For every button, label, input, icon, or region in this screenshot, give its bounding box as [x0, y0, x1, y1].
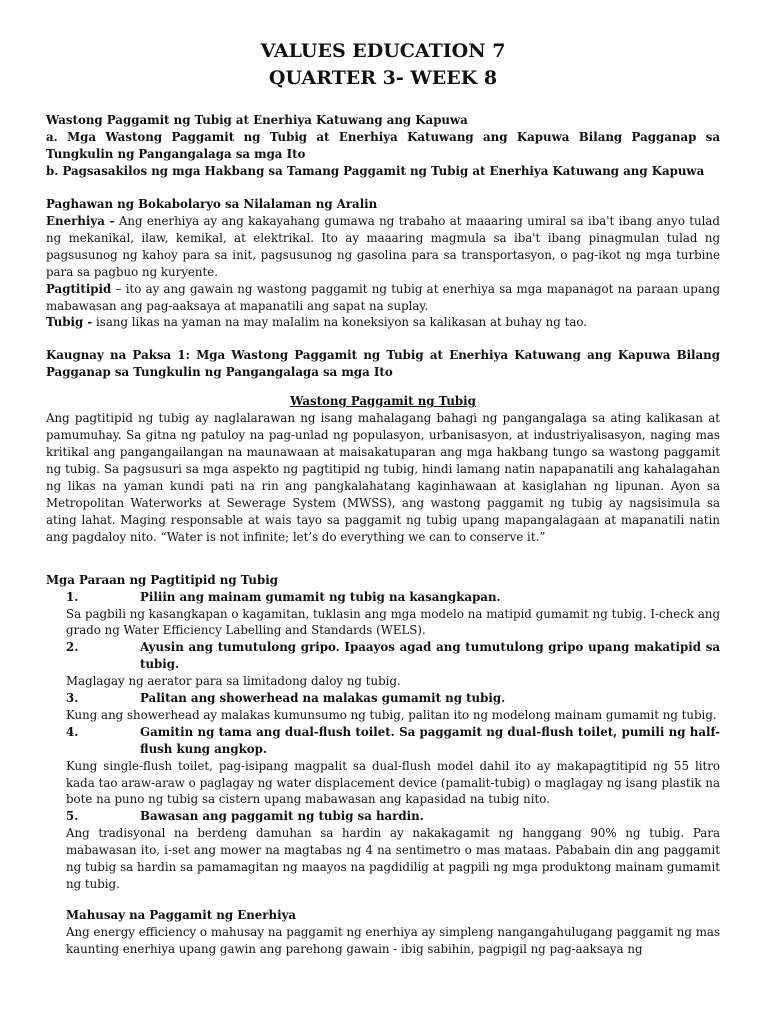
- topic-a: a. Mga Wastong Paggamit ng Tubig at Enerhiya Katuwang ang Kapuwa Bilang Pagganap sa Tungkulin ng Pangangalaga sa mga Ito: [46, 130, 720, 161]
- kaugnay-heading: Kaugnay na Paksa 1: Mga Wastong Paggamit ng Tubig at Enerhiya Katuwang ang Kapuwa Bilang Pagganap sa Tungkulin ng Pangangalaga sa mga Ito: [46, 348, 720, 380]
- kaugnay-paragraph: Ang pagtitipid ng tubig ay naglalarawan ng isang mahalagang bahagi ng pangangalaga sa ating kalikasan at pamumuhay. Sa gitna ng patuloy na pag-unlad ng populasyon, urbanisasyon, at industriyalisasyon, naging mas kritikal ang pangangailangan na maunawaan at maisakatuparan ang mga hakbang tungo sa wastong paggamit ng tubig. Sa pagsusuri sa mga aspekto ng pagtitipid ng tubig, hindi lamang natin napapanatili ang kahalagahan ng likas na yaman kundi pati na rin ang pangkalahatang kaginhawaan at kasiglahan ng lipunan. Ayon sa Metropolitan Waterworks at Sewerage System (MWSS), ang wastong paggamit ng tubig ay nagsisimula sa ating lahat. Maging responsable at wais tayo sa paggamit ng tubig upang mapangalagaan at mapanatili natin ang pagdaloy nito. “Water is not infinite; let’s do everything we can to conserve it.”: [46, 411, 720, 544]
- topic-main: Wastong Paggamit ng Tubig at Enerhiya Katuwang ang Kapuwa: [46, 113, 468, 127]
- doc-title: VALUES EDUCATION 7: [260, 40, 506, 62]
- step-number: 3.: [66, 691, 79, 706]
- step-number: 4.: [66, 724, 79, 739]
- mahusay-heading: Mahusay na Paggamit ng Enerhiya: [66, 907, 297, 922]
- step-desc: Kung single-flush toilet, pag-isipang magpalit sa dual-flush model dahil ito ay makapagtitipid ng 55 litro kada tao araw-araw o paglagay ng water displacement device (pamalit-tubig) o maglagay ng isang plastik na bote na puno ng tubig sa cistern upang mabawasan ang kapasidad na tubig nito.: [66, 758, 720, 807]
- topic-block: [46, 112, 720, 180]
- paraan-step-1: [46, 589, 720, 640]
- step-desc: Kung ang showerhead ay malakas kumunsumo ng tubig, palitan ito ng modelong mainam gumamit ng tubig.: [66, 707, 717, 722]
- vocab-term: Enerhiya -: [46, 214, 115, 228]
- step-number: 1.: [66, 589, 79, 604]
- step-title: Bawasan ang paggamit ng tubig sa hardin.: [140, 809, 424, 824]
- mahusay-paragraph: Ang energy efficiency o mahusay na paggamit ng enerhiya ay simpleng nangangahulugang paggamit ng mas kaunting enerhiya upang gawin ang parehong gawain - ibig sabihin, pagpigil ng pag-aaksaya ng: [66, 924, 720, 956]
- vocab-def: – ito ay ang gawain ng wastong paggamit ng tubig at enerhiya sa mga mapanagot na paraan upang mabawasan ang pag-aaksaya at mapanatili ang sapat na suplay.: [46, 281, 720, 313]
- vocab-tubig: [46, 314, 720, 331]
- step-number: 5.: [66, 809, 79, 824]
- doc-subtitle: QUARTER 3- WEEK 8: [268, 67, 498, 89]
- paraan-heading: Mga Paraan ng Pagtitipid ng Tubig: [46, 572, 278, 587]
- topic-b: b. Pagsasakilos ng mga Hakbang sa Tamang Paggamit ng Tubig at Enerhiya Katuwang ang Kapuwa: [46, 164, 705, 178]
- paraan-step-2: [46, 639, 720, 690]
- vocab-heading: Paghawan ng Bokabolaryo sa Nilalaman ng Aralin: [46, 197, 378, 211]
- vocab-pagtitipid: [46, 281, 720, 315]
- paraan-step-4: [46, 724, 720, 809]
- kaugnay-subheading: Wastong Paggamit ng Tubig: [290, 394, 476, 409]
- paraan-step-3: [46, 690, 720, 724]
- step-title: Piliin ang mainam gumamit ng tubig na kasangkapan.: [140, 589, 501, 604]
- step-title: Palitan ang showerhead na malakas gumamit ng tubig.: [140, 691, 506, 706]
- vocab-term: Pagtitipid: [46, 281, 112, 296]
- step-desc: Ang tradisyonal na berdeng damuhan sa hardin ay nakakagamit ng hanggang 90% ng tubig. Para mabawasan ito, i-set ang mower na magtabas ng 4 na sentimetro o mas mataas. Pababain din ang paggamit ng tubig sa hardin sa pamamagitan ng maayos na pagdidilig at pagpili ng mga produktong mainam gumamit ng tubig.: [66, 826, 720, 891]
- vocab-term: Tubig -: [46, 315, 93, 330]
- step-desc: Maglagay ng aerator para sa limitadong daloy ng tubig.: [66, 674, 401, 689]
- vocab-def: Ang enerhiya ay ang kakayahang gumawa ng trabaho at maaaring umiral sa iba't ibang anyo tulad ng mekanikal, ilaw, kemikal, at elektrikal. Ito ay maaaring magmula sa iba't ibang pinagmulan tulad ng pagsusunog ng kahoy para sa init, pagsusunog ng gasolina para sa transportasyon, o pag-ikot ng mga turbine para sa pagbuo ng kuryente.: [46, 214, 720, 279]
- vocab-def: isang likas na yaman na may malalim na koneksiyon sa kalikasan at buhay ng tao.: [92, 315, 587, 330]
- step-title: Ayusin ang tumutulong gripo. Ipaayos agad ang tumutulong gripo upang makatipid sa tubig.: [140, 640, 720, 672]
- paraan-step-5: [46, 808, 720, 893]
- vocab-enerhiya: [46, 213, 720, 281]
- step-title: Gamitin ng tama ang dual-flush toilet. Sa paggamit ng dual-flush toilet, pumili ng half-flush kung angkop.: [140, 724, 720, 756]
- step-desc: Sa pagbili ng kasangkapan o kagamitan, tuklasin ang mga modelo na matipid gumamit ng tubig. I-check ang grado ng Water Efficiency Labelling and Standards (WELS).: [66, 606, 720, 638]
- step-number: 2.: [66, 640, 79, 655]
